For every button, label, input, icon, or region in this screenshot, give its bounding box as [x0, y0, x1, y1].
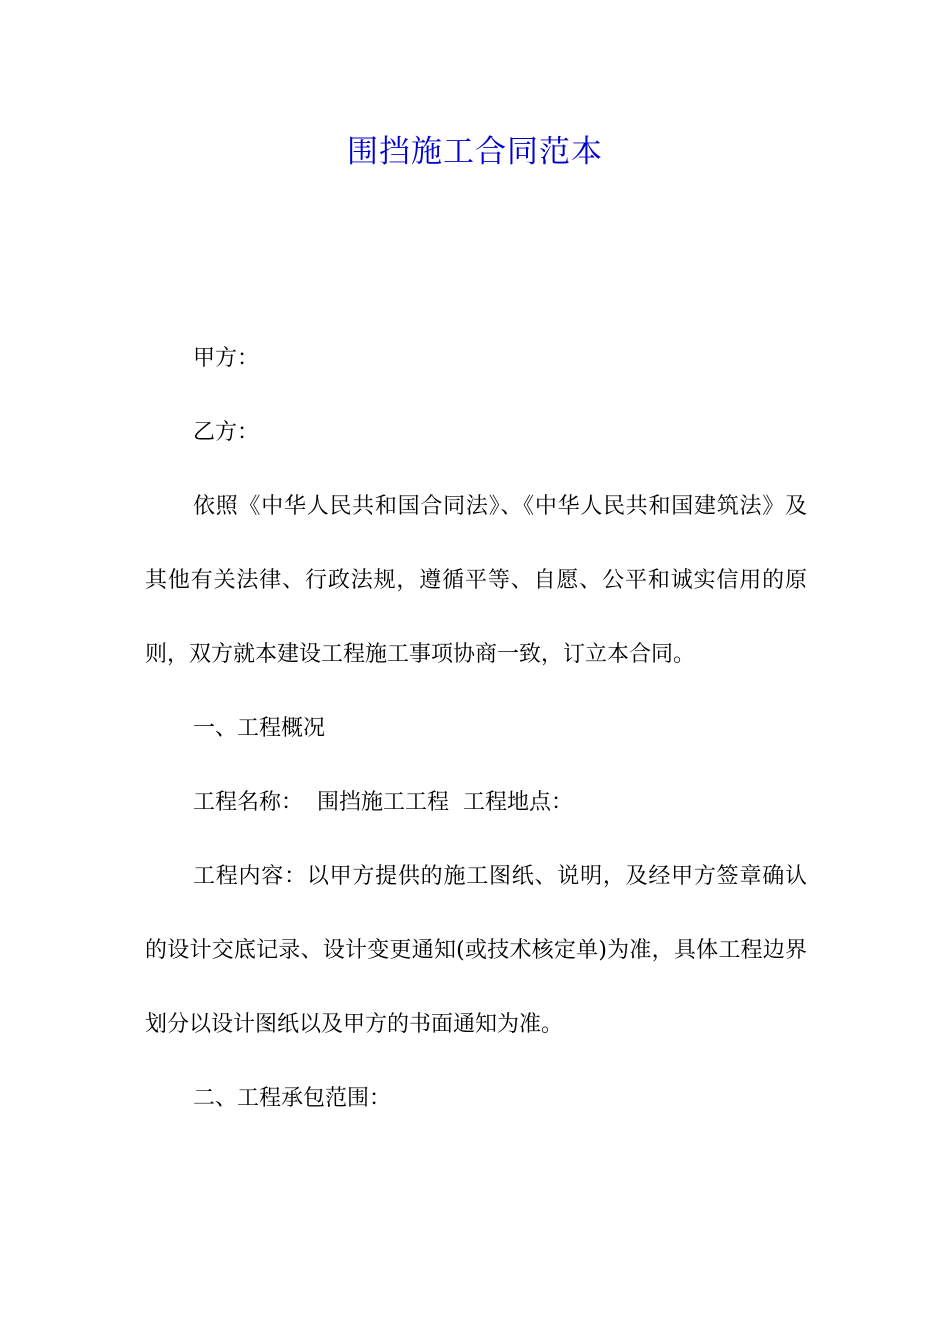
- project-content-paragraph: 工程内容：以甲方提供的施工图纸、说明，及经甲方签章确认的设计交底记录、设计变更通知(或技术核定单)为准，具体工程边界划分以设计图纸以及甲方的书面通知为准。: [145, 864, 807, 1037]
- party-b-line: 乙方：: [193, 420, 260, 445]
- document-title: 围挡施工合同范本: [347, 134, 603, 170]
- preamble-paragraph: 依照《中华人民共和国合同法》、《中华人民共和国建筑法》及其他有关法律、行政法规，遵循平等、自愿、公平和诚实信用的原则，双方就本建设工程施工事项协商一致，订立本合同。: [145, 494, 807, 667]
- section-heading-overview: 一、工程概况: [193, 716, 326, 741]
- project-name-line: 工程名称： 围挡施工工程 工程地点：: [193, 790, 573, 815]
- section-heading-scope: 二、工程承包范围：: [193, 1086, 392, 1111]
- document-body: [145, 322, 807, 1136]
- party-a-line: 甲方：: [193, 346, 260, 371]
